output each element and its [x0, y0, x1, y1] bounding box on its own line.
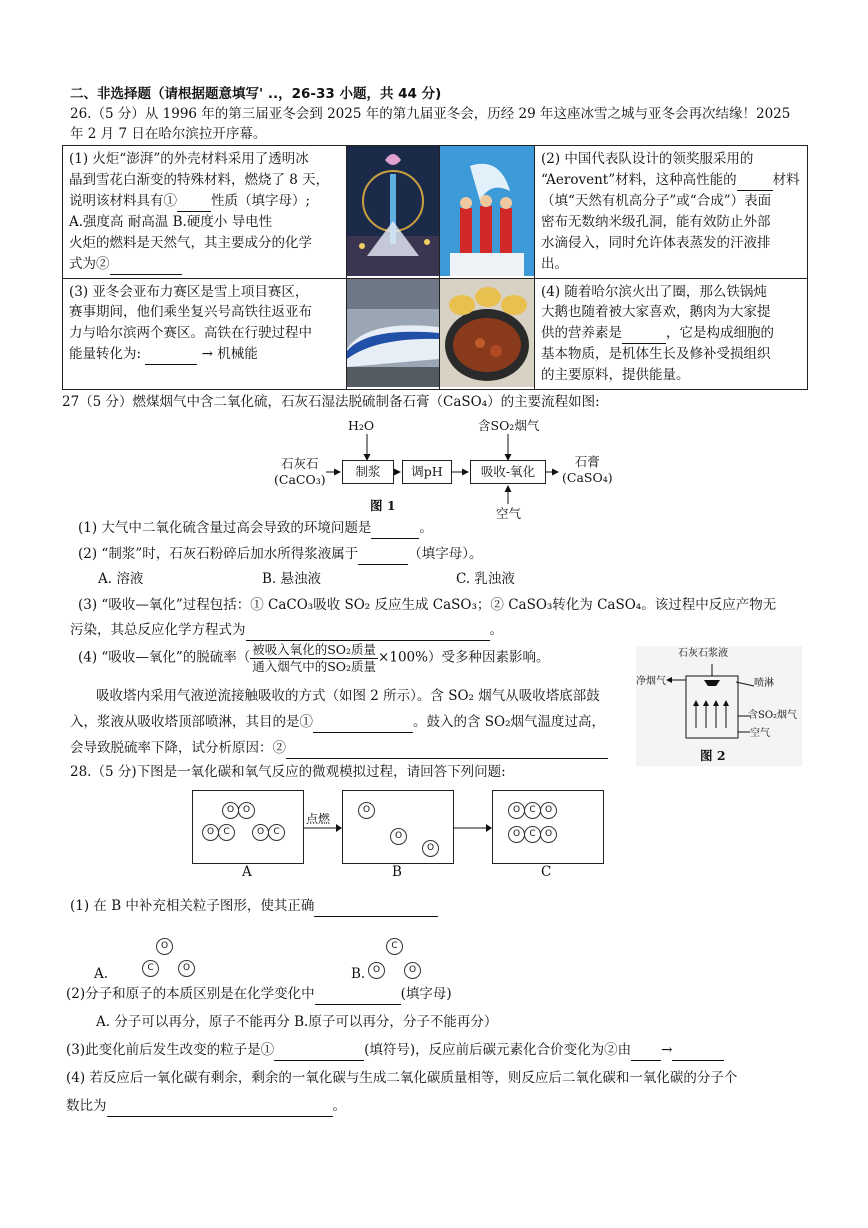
carbon-atom: C — [268, 824, 285, 841]
q27-option-b: B. 悬浊液 — [262, 571, 322, 587]
ignite-label: 点燃 — [306, 812, 331, 826]
spray-label: 喷淋 — [754, 678, 774, 689]
q28-part4-line1: (4) 若反应后一氧化碳有剩余，剩余的一氧化碳与生成二氧化碳质量相等，则反应后二氧化碳和一氧化碳的分子个 — [66, 1070, 738, 1086]
figure-2-tower — [636, 646, 802, 766]
answer-blank[interactable] — [107, 1102, 333, 1117]
step-absorb-box: 吸收-氧化 — [470, 460, 546, 484]
oxygen-atom: O — [540, 802, 557, 819]
answer-blank[interactable] — [358, 550, 408, 565]
oxygen-atom: O — [222, 802, 239, 819]
q28-part3: (3)此变化前后发生改变的粒子是① (填符号)，反应前后碳元素化合价变化为②由 → — [66, 1040, 724, 1061]
limestone-label: 石灰石 (CaCO₃) — [274, 456, 326, 488]
answer-blank[interactable] — [371, 524, 419, 539]
slurry-label: 石灰石浆液 — [678, 648, 728, 659]
carbon-atom: C — [142, 960, 159, 977]
figure-1-caption: 图 1 — [370, 498, 396, 513]
oxygen-atom: O — [202, 824, 219, 841]
q27-title: 27（5 分）燃煤烟气中含二氧化硫，石灰石湿法脱硫制备石膏（CaSO₄）的主要流程如图: — [62, 394, 600, 410]
q27-part2: (2) “制浆”时，石灰石粉碎后加水所得浆液属于 （填字母）。 — [78, 544, 482, 565]
answer-blank[interactable] — [313, 718, 413, 733]
so2-gas-label: 含SO₂烟气 — [478, 418, 540, 433]
oxygen-atom: O — [252, 824, 269, 841]
answer-blank[interactable] — [315, 990, 401, 1005]
answer-blank[interactable] — [286, 744, 608, 759]
label-c: C — [541, 864, 552, 880]
step-slurry-box: 制浆 — [342, 460, 394, 484]
podium-photo — [440, 146, 535, 279]
q27-part4-line3: 入，浆液从吸收塔顶部喷淋，其目的是① 。鼓入的含 SO₂烟气温度过高， — [70, 712, 605, 733]
oxygen-atom: O — [358, 802, 375, 819]
q27-option-c: C. 乳浊液 — [456, 571, 515, 587]
clean-gas-label: 净烟气 — [636, 676, 666, 687]
figure-2-caption: 图 2 — [700, 748, 726, 763]
q26-cell-4: (4) 随着哈尔滨火出了圈，那么铁锅炖 大鹅也随着被大家喜欢，鹅肉为大家提 供的营养素是 ，它是构成细胞的 基本物质，是机体生长及修补受损组织 的主要原料，提供能量。 — [535, 278, 808, 390]
answer-blank[interactable] — [672, 1046, 724, 1061]
label-a: A — [242, 864, 252, 880]
option-b-label[interactable]: B. — [351, 966, 366, 982]
oxygen-atom: O — [404, 962, 421, 979]
water-label: H₂O — [348, 418, 375, 433]
carbon-atom: C — [218, 824, 235, 841]
oxygen-atom: O — [238, 802, 255, 819]
figure-1-flowchart — [270, 416, 620, 526]
oxygen-atom: O — [540, 826, 557, 843]
oxygen-atom: O — [368, 962, 385, 979]
q27-part3-line2: 污染，其总反应化学方程式为 。 — [70, 620, 503, 641]
oxygen-atom: O — [508, 802, 525, 819]
q26-cell-3: (3) 亚冬会亚布力赛区是雪上项目赛区， 赛事期间，他们乘坐复兴号高铁往返亚布 力与哈尔滨两个赛区。高铁在行驶过程中 能量转化为: → 机械能 — [63, 278, 347, 390]
label-b: B — [392, 864, 402, 880]
q26-intro-line2: 年 2 月 7 日在哈尔滨拉开序幕。 — [70, 126, 267, 142]
answer-blank[interactable] — [631, 1046, 661, 1061]
answer-blank[interactable] — [110, 260, 182, 275]
air-label: 空气 — [750, 728, 770, 739]
answer-blank[interactable] — [274, 1046, 364, 1061]
section-title: 二、非选择题（请根据题意填写' ..，26-33 小题，共 44 分) — [70, 86, 442, 102]
oxygen-atom: O — [178, 960, 195, 977]
answer-blank[interactable] — [622, 330, 666, 345]
q26-cell-2: (2) 中国代表队设计的领奖服采用的 “Aerovent”材料，这种高性能的 材料 （填“天然有机高分子”或“合成”）表面 密布无数纳米级孔洞，能有效防止外部 水滴侵入，同时允许体表蒸发的汗液排 出。 — [535, 146, 808, 279]
answer-blank[interactable] — [246, 626, 490, 641]
q27-part4-line2: 吸收塔内采用气液逆流接触吸收的方式（如图 2 所示）。含 SO₂ 烟气从吸收塔底部鼓 — [96, 688, 600, 704]
q27-part4-line1: (4) “吸收—氧化”的脱硫率（ $\frac{\text{被吸入氧化的SO₂质量}}{\text{通入烟气中的SO₂质量}}\times 100\%$）受多种因素影响。 — [78, 642, 550, 674]
q26-table — [62, 145, 808, 390]
stew-photo — [440, 278, 535, 390]
desulfurization-fraction: $\frac{\text{被吸入氧化的SO₂质量}}{\text{通入烟气中的SO₂质量}}$ — [252, 642, 377, 674]
q27-option-a: A. 溶液 — [98, 571, 144, 587]
reaction-diagram — [190, 788, 610, 884]
q28-part1: (1) 在 B 中补充相关粒子图形，使其正确 — [70, 896, 438, 917]
q26-intro-line1: 26.（5 分）从 1996 年的第三届亚冬会到 2025 年的第九届亚冬会，历经 29 年这座冰雪之城与亚冬会再次结缘！2025 — [70, 106, 791, 122]
torch-photo — [347, 146, 440, 279]
q28-part4-line2: 数比为 。 — [66, 1096, 346, 1117]
q27-part4-line4: 会导致脱硫率下降，试分析原因：② — [70, 738, 608, 759]
carbon-atom: C — [524, 826, 541, 843]
carbon-atom: C — [386, 938, 403, 955]
q28-part2: (2)分子和原子的本质区别是在化学变化中 (填字母) — [66, 984, 452, 1005]
so2-gas-label: 含SO₂烟气 — [748, 710, 798, 721]
oxygen-atom: O — [508, 826, 525, 843]
q27-part3-line1: (3) “吸收—氧化”过程包括：① CaCO₃吸收 SO₂ 反应生成 CaSO₃；② CaSO₃转化为 CaSO₄。该过程中反应产物无 — [78, 597, 777, 613]
q28-title: 28.（5 分)下图是一氧化碳和氧气反应的微观模拟过程，请回答下列问题: — [70, 764, 506, 780]
answer-blank[interactable] — [145, 351, 197, 366]
q28-part2-options: A. 分子可以再分，原子不能再分 B.原子可以再分，分子不能再分） — [96, 1014, 498, 1030]
option-a-label[interactable]: A. — [94, 966, 109, 982]
oxygen-atom: O — [390, 828, 407, 845]
carbon-atom: C — [524, 802, 541, 819]
oxygen-atom: O — [156, 938, 173, 955]
train-photo — [347, 278, 440, 390]
answer-blank[interactable] — [314, 902, 438, 917]
answer-blank[interactable] — [737, 176, 773, 191]
step-ph-box: 调pH — [402, 460, 452, 484]
gypsum-label: 石膏 (CaSO₄) — [562, 454, 613, 486]
oxygen-atom: O — [422, 840, 439, 857]
q27-part1: (1) 大气中二氧化硫含量过高会导致的环境问题是 。 — [78, 518, 433, 539]
q26-cell-1: (1) 火炬“澎湃”的外壳材料采用了透明冰 晶到雪花白渐变的特殊材料，燃烧了 8 天， 说明该材料具有① 性质（填字母）; A.强度高 耐高温 B.硬度小 导电性 火炬的燃料是天然气，其主要成分的化学 式为② — [63, 146, 347, 279]
answer-blank[interactable] — [177, 197, 211, 212]
air-label: 空气 — [496, 506, 522, 521]
